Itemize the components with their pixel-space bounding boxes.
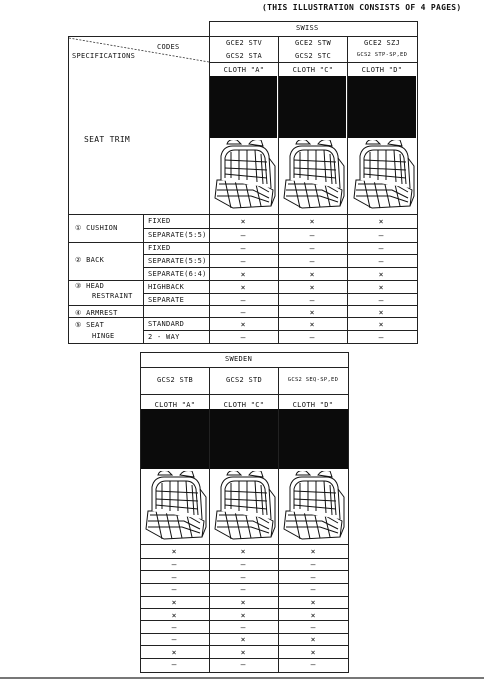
spec-mark: × — [240, 320, 246, 329]
spec-mark: × — [378, 270, 384, 279]
spec-mark: – — [378, 257, 384, 266]
spec-mark: × — [171, 547, 177, 556]
spec-mark: – — [240, 231, 246, 240]
spec-mark: × — [310, 547, 316, 556]
seat-illustration — [280, 140, 346, 212]
row-divider — [140, 645, 349, 646]
spec-mark: – — [310, 660, 316, 669]
codes-label: CODES — [157, 43, 180, 51]
spec-sub-label: STANDARD — [148, 320, 185, 328]
spec-sub-label: SEPARATE(6:4) — [148, 270, 207, 278]
seat-illustration — [350, 140, 416, 212]
spec-mark: × — [240, 635, 246, 644]
spec-sub-label: FIXED — [148, 217, 171, 225]
seat-illustration — [211, 140, 277, 212]
model-code: GCE2 SZJ — [363, 39, 401, 47]
spec-mark: × — [310, 611, 316, 620]
spec-mark: – — [378, 244, 384, 253]
cloth-label: CLOTH "C" — [292, 66, 334, 74]
spec-mark: × — [309, 308, 315, 317]
spec-mark: – — [378, 231, 384, 240]
spec-sub-label: SEPARATE — [148, 296, 185, 304]
spec-mark: – — [378, 296, 384, 305]
spec-mark: – — [240, 660, 246, 669]
model-code: GCE2 STW — [294, 39, 332, 47]
seat-illustration — [280, 471, 346, 543]
row-divider — [140, 558, 349, 559]
cloth-swatch — [210, 409, 278, 469]
spec-sub-label: 2 - WAY — [148, 333, 180, 341]
spec-sub-label: SEPARATE(5:5) — [148, 231, 207, 239]
spec-mark: – — [310, 585, 316, 594]
page-bottom-rule — [0, 677, 484, 679]
cloth-swatch — [210, 76, 277, 138]
seat-trim-label: SEAT TRIM — [84, 135, 131, 144]
spec-mark: × — [309, 270, 315, 279]
cloth-swatch — [348, 76, 416, 138]
spec-sub-label: FIXED — [148, 244, 171, 252]
spec-mark: – — [309, 333, 315, 342]
spec-mark: – — [240, 257, 246, 266]
spec-mark: – — [310, 560, 316, 569]
spec-mark: – — [310, 623, 316, 632]
model-code: GCE2 STV — [225, 39, 263, 47]
spec-mark: × — [310, 598, 316, 607]
cloth-swatch — [279, 76, 346, 138]
spec-group-label: RESTRAINT — [92, 292, 133, 300]
spec-mark: × — [240, 270, 246, 279]
model-code: GCS2 STD — [225, 376, 263, 384]
model-code: GCS2 STB — [156, 376, 194, 384]
spec-mark: – — [171, 560, 177, 569]
model-code: GCS2 STA — [225, 52, 263, 60]
spec-mark: – — [171, 573, 177, 582]
seat-illustration — [211, 471, 277, 543]
spec-mark: × — [310, 648, 316, 657]
spec-group-label: ④ ARMREST — [75, 309, 118, 317]
spec-mark: – — [310, 573, 316, 582]
spec-mark: × — [378, 320, 384, 329]
region-title: SWISS — [296, 24, 319, 32]
spec-mark: × — [240, 547, 246, 556]
spec-group-label: HINGE — [92, 332, 115, 340]
spec-mark: – — [240, 244, 246, 253]
model-code: GCS2 SEQ-SP,ED — [287, 377, 339, 383]
spec-mark: × — [171, 648, 177, 657]
spec-group-label: ② BACK — [75, 256, 105, 264]
specifications-label: SPECIFICATIONS — [72, 52, 136, 60]
spec-mark: × — [309, 217, 315, 226]
spec-mark: – — [378, 333, 384, 342]
model-code: GCS2 STC — [294, 52, 332, 60]
spec-mark: – — [240, 308, 246, 317]
spec-sub-label: SEPARATE(5:5) — [148, 257, 207, 265]
cloth-label: CLOTH "D" — [361, 66, 403, 74]
spec-mark: – — [309, 231, 315, 240]
spec-mark: – — [240, 296, 246, 305]
spec-mark: × — [171, 598, 177, 607]
spec-mark: – — [240, 333, 246, 342]
cloth-label: CLOTH "A" — [223, 66, 265, 74]
cloth-swatch — [279, 409, 348, 469]
spec-mark: × — [310, 635, 316, 644]
seat-illustration — [142, 471, 208, 543]
row-divider — [140, 620, 349, 621]
spec-mark: – — [171, 623, 177, 632]
region-title: SWEDEN — [225, 355, 253, 363]
spec-mark: × — [240, 611, 246, 620]
row-divider — [140, 658, 349, 659]
page-count-note: (THIS ILLUSTRATION CONSISTS OF 4 PAGES) — [262, 3, 462, 12]
row-divider — [140, 596, 349, 597]
spec-mark: × — [378, 283, 384, 292]
row-divider — [140, 633, 349, 634]
spec-group-label: ③ HEAD — [75, 282, 105, 290]
spec-mark: × — [240, 217, 246, 226]
row-divider — [140, 583, 349, 584]
spec-mark: – — [309, 296, 315, 305]
spec-group-label: ⑤ SEAT — [75, 321, 105, 329]
row-divider — [140, 570, 349, 571]
spec-mark: – — [240, 560, 246, 569]
spec-mark: × — [378, 308, 384, 317]
spec-mark: – — [240, 585, 246, 594]
spec-mark: × — [240, 648, 246, 657]
spec-mark: – — [171, 585, 177, 594]
spec-mark: – — [171, 660, 177, 669]
model-code: GCS2 STP-SP,ED — [356, 52, 408, 58]
spec-sub-label: HIGHBACK — [148, 283, 185, 291]
spec-mark: – — [240, 623, 246, 632]
spec-mark: – — [240, 573, 246, 582]
spec-mark: – — [309, 244, 315, 253]
spec-mark: × — [309, 283, 315, 292]
spec-mark: × — [378, 217, 384, 226]
row-divider — [140, 608, 349, 609]
cloth-label: CLOTH "C" — [223, 401, 265, 409]
spec-mark: × — [171, 611, 177, 620]
spec-mark: × — [240, 598, 246, 607]
spec-mark: × — [309, 320, 315, 329]
spec-mark: × — [240, 283, 246, 292]
spec-mark: – — [309, 257, 315, 266]
spec-mark: – — [171, 635, 177, 644]
cloth-swatch — [141, 409, 209, 469]
cloth-label: CLOTH "D" — [292, 401, 334, 409]
spec-group-label: ① CUSHION — [75, 224, 118, 232]
cloth-label: CLOTH "A" — [154, 401, 196, 409]
